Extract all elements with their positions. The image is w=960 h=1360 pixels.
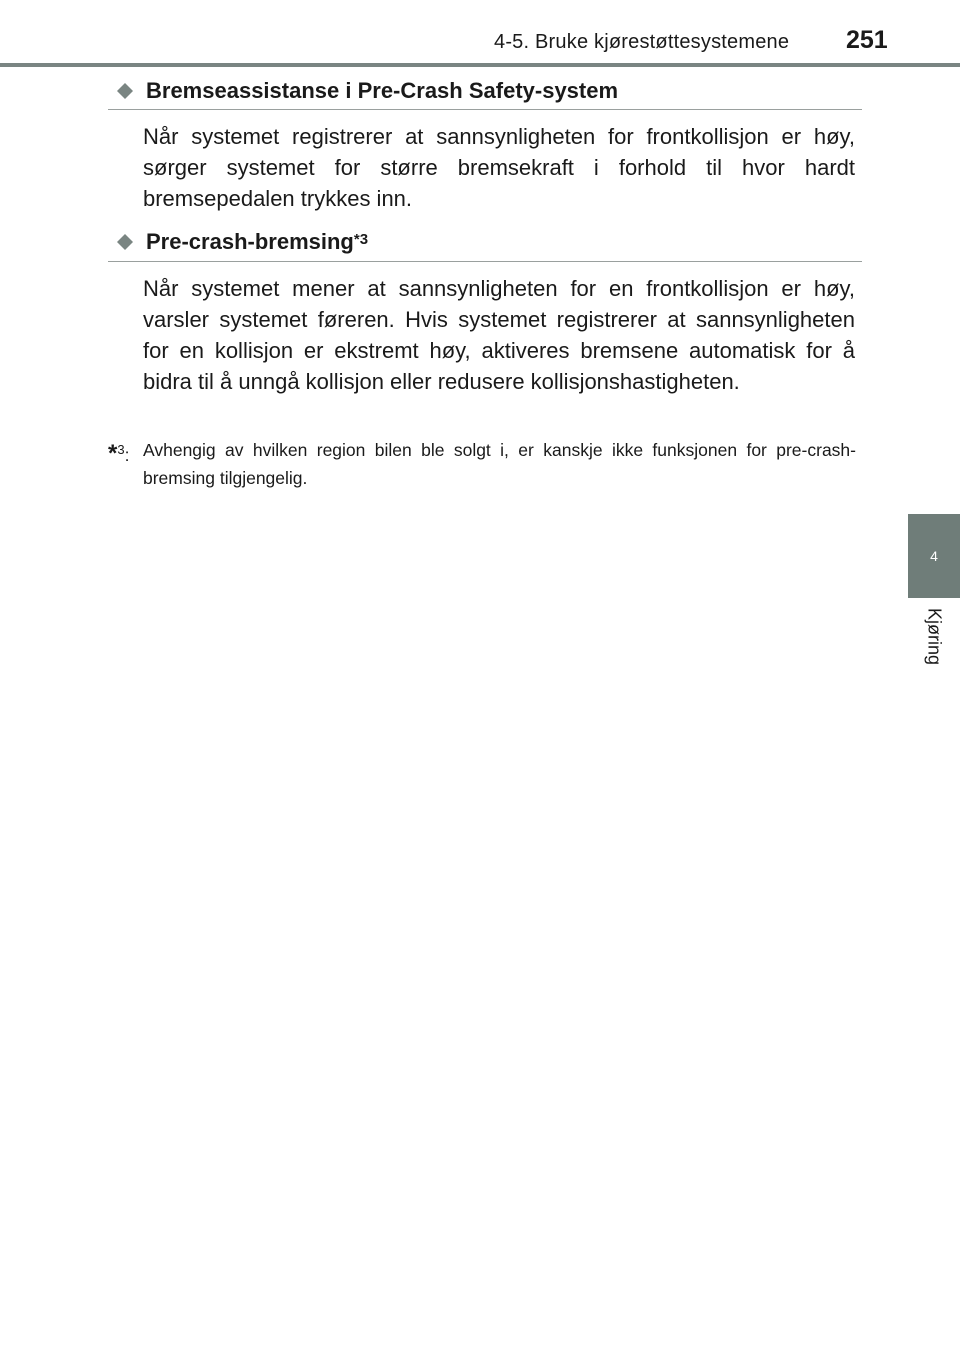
chapter-number: 4 bbox=[930, 548, 938, 564]
footnote-number: 3 bbox=[117, 442, 125, 457]
section-heading-text: Bremseassistanse i Pre-Crash Safety-system bbox=[146, 78, 619, 103]
footnote-reference[interactable]: *3 bbox=[353, 230, 369, 248]
section-heading bbox=[108, 76, 862, 106]
section-heading-text: Pre-crash-bremsing bbox=[146, 229, 354, 254]
section-body: Når systemet registrerer at sannsynligheten for frontkollisjon er høy, sørger systemet for større bremsekraft i forhold til hvor hardt bremsepedalen trykkes inn. bbox=[143, 124, 855, 211]
chapter-label bbox=[910, 608, 958, 678]
chapter-tab[interactable] bbox=[908, 514, 960, 598]
section-heading bbox=[108, 226, 862, 258]
page-number: 251 bbox=[846, 26, 888, 54]
header-divider bbox=[0, 63, 960, 67]
section-title: 4-5. Bruke kjørestøttesystemene bbox=[494, 31, 790, 53]
diamond-icon bbox=[117, 234, 133, 250]
footnote-separator: : bbox=[124, 444, 130, 465]
section-heading-rule bbox=[108, 109, 862, 110]
footnote-star: * bbox=[108, 439, 118, 467]
footnote bbox=[108, 436, 856, 492]
section-body: Når systemet mener at sannsynligheten for en frontkollisjon er høy, varsler systemet føreren. Hvis systemet registrerer at sannsynligheten for en kollisjon er ekstremt høy, aktiveres bremsene automatisk for å bidra til å unngå kollisjon eller redusere kollisjonshastigheten. bbox=[143, 276, 855, 394]
footnote-text: Avhengig av hvilken region bilen ble solgt i, er kanskje ikke funksjonen for pre-crash-bremsing tilgjengelig. bbox=[143, 440, 856, 488]
chapter-label-text: Kjøring bbox=[924, 608, 945, 666]
footnote-marker bbox=[108, 436, 129, 469]
section-heading-rule bbox=[108, 261, 862, 262]
diamond-icon bbox=[117, 83, 133, 99]
